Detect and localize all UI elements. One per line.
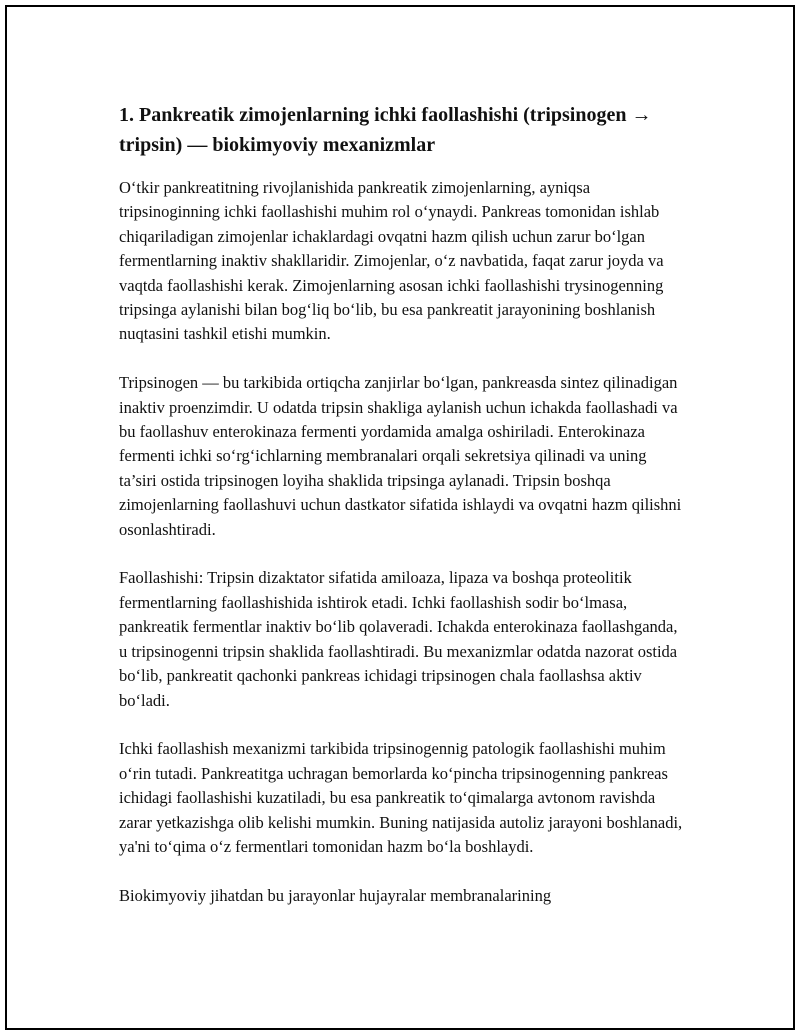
page-frame [5, 5, 795, 1030]
paragraph-4: Ichki faollashish mexanizmi tarkibida tripsinogennig patologik faollashishi muhim o‘rin tutadi. Pankreatitga uchragan bemorlarda ko‘pincha tripsinogenning pankreas ichidagi faollashishi kuzatiladi, bu esa pankreatik to‘qimalarga avtonom ravishda zarar yetkazishga olib kelishi mumkin. Buning natijasida autoliz jarayoni boshlanadi, ya'ni to‘qima o‘z fermentlari tomonidan hazm bo‘la boshlaydi. [119, 739, 683, 856]
paragraph-3: Faollashishi: Tripsin dizaktator sifatida amiloaza, lipaza va boshqa proteolitik fermentlarning faollashishida ishtirok etadi. Ichki faollashish sodir bo‘lmasa, pankreatik fermentlar inaktiv bo‘lib qolaveradi. Ichakda enterokinaza faollashganda, u tripsinogenni tripsin shaklida faollashtiradi. Bu mexanizmlar odatda nazorat ostida bo‘lib, pankreatit qachonki pankreas ichidagi tripsinogen chala faollashsa aktiv bo‘ladi. [119, 568, 678, 710]
paragraph-5: Biokimyoviy jihatdan bu jarayonlar hujayralar membranalarining [119, 885, 552, 905]
section-heading: 1. Pankreatik zimojenlarning ichki faollashishi (tripsinogen → tripsin) — biokimyoviy mexanizmlar [119, 104, 652, 156]
paragraph-1: O‘tkir pankreatitning rivojlanishida pankreatik zimojenlarning, ayniqsa tripsinoginning ichki faollashishi muhim rol o‘ynaydi. Pankreas tomonidan ishlab chiqariladigan zimojenlar ichaklardagi ovqatni hazm qilish uchun zarur bo‘lgan fermentlarning inaktiv shakllaridir. Zimojenlar, o‘z navbatida, faqat zarur joyda va vaqtda faollashishi kerak. Zimojenlarning asosan ichki faollashishi trysinogenning tripsinga aylanishi bilan bog‘liq bo‘lib, bu esa pankreatit jarayonining boshlanish nuqtasini tashkil etishi mumkin. [119, 178, 664, 344]
paragraph-2: Tripsinogen — bu tarkibida ortiqcha zanjirlar bo‘lgan, pankreasda sintez qilinadigan inaktiv proenzimdir. U odatda tripsin shakliga aylanish uchun ichakda faollashadi va bu faollashuv enterokinaza fermenti yordamida amalga oshiriladi. Enterokinaza fermenti ichki so‘rg‘ichlarning membranalari orqali sekretsiya qilinadi va uning ta’siri ostida tripsinogen loyiha shaklida tripsinga aylanadi. Tripsin boshqa zimojenlarning faollashuvi uchun dastkator sifatida ishlaydi va ovqatni hazm qilishni osonlashtiradi. [119, 373, 682, 539]
document-body [119, 100, 687, 933]
